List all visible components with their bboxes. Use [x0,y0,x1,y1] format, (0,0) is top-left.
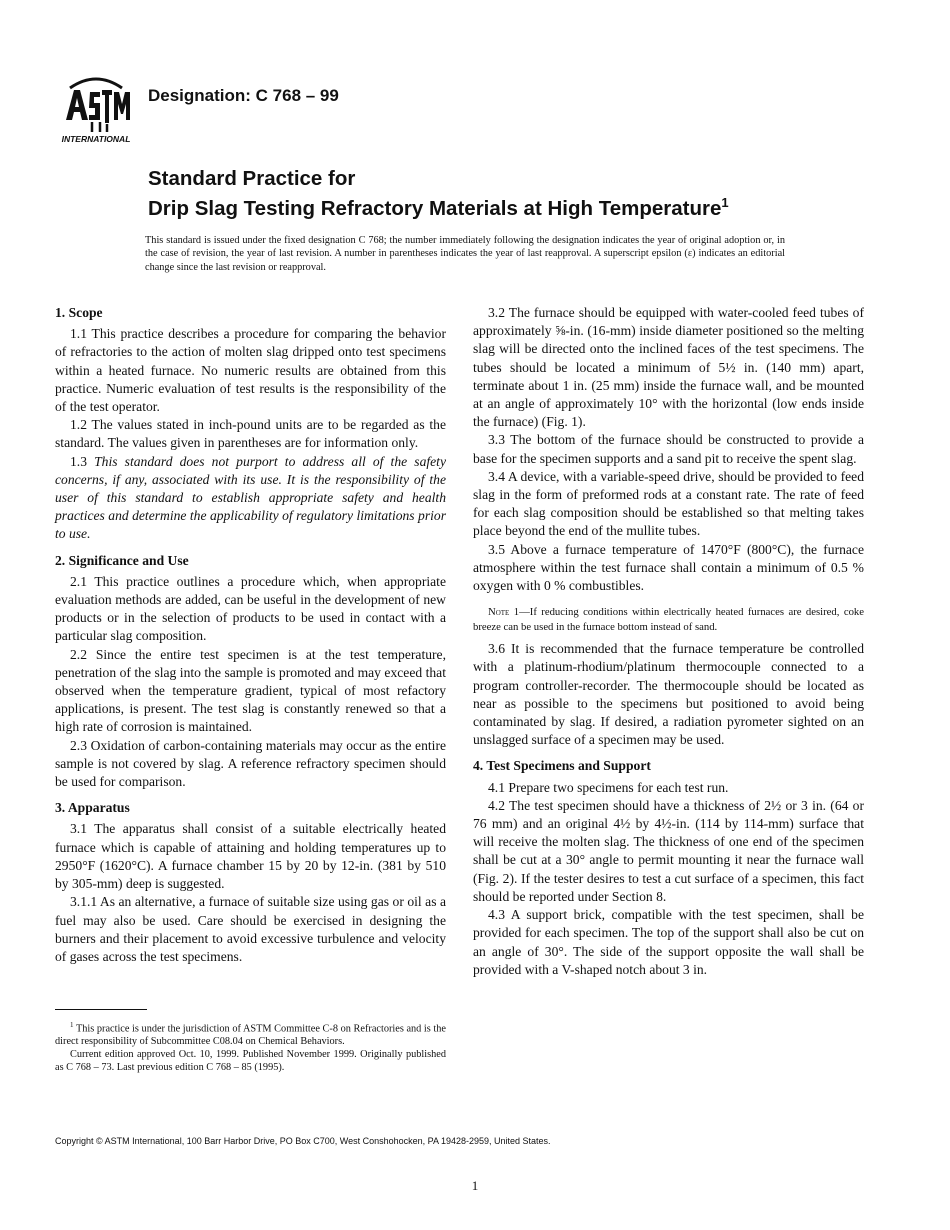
para-2-1: 2.1 This practice outlines a procedure which, when appropriate evaluation methods are added, can be useful in the development of new products or in the selection of products to be used in contact with a particular slag composition. [55,573,446,644]
footnote-divider [55,1009,147,1010]
footnotes [55,1019,446,1074]
para-3-4: 3.4 A device, with a variable-speed drive, should be provided to feed slag in the form of preformed rods at a constant rate. The rate of feed for each slag composition should be established so that melting takes place beyond the end of the mullite tubes. [473,468,864,539]
note-1: Note 1—If reducing conditions within electrically heated furnaces are desired, coke breeze can be used in the furnace bottom instead of sand. [473,606,864,633]
para-3-5: 3.5 Above a furnace temperature of 1470°F (800°C), the furnace atmosphere within the test furnace shall contain a minimum of 0.5 % oxygen with 0 % combustibles. [473,541,864,594]
section-1-heading: 1. Scope [55,305,103,320]
para-3-2: 3.2 The furnace should be equipped with water-cooled feed tubes of approximately ⅝-in. (16-mm) inside diameter positioned so the melting slag will be directed onto the inclined faces of the test specimens. The tubes should be located a minimum of 5½ in. (140 mm) apart, terminate about 1 in. (25 mm) inside the furnace wall, and be mounted at an angle of approximately 10° with the horizontal (low ends inside the furnace) (Fig. 1). [473,305,864,430]
preamble: This standard is issued under the fixed designation C 768; the number immediately following the designation indicates the year of original adoption or, in the case of revision, the year of last revision. A number in parentheses indicates the year of last reapproval. A superscript epsilon (ε) indicates an editorial change since the last revision or reapproval. [145,235,785,273]
left-column [55,304,446,966]
para-3-6: 3.6 It is recommended that the furnace temperature be controlled with a platinum-rhodium/platinum thermocouple connected to a program controller-recorder. The thermocouple should be located as near as possible to the specimens but positioned to avoid being contaminated by slag. If desired, a radiation pyrometer sighted on an unslagged surface of a specimen may be used. [473,641,864,748]
para-4-2: 4.2 The test specimen should have a thickness of 2½ or 3 in. (64 or 76 mm) and an original 4½ by 4½-in. (114 by 114-mm) surface that will receive the molten slag. The thickness of one end of the specimen shall be cut at a 30° angle to permit mounting it near the furnace wall (Fig. 2). If the tester desires to test a cut surface of a specimen, this fact should be reported under Section 8. [473,797,864,904]
para-3-1-1: 3.1.1 As an alternative, a furnace of suitable size using gas or oil as a fuel may also be used. Care should be exercised in designing the burners and their placement to avoid excessive turbulence and velocity of gases across the test specimens. [55,894,446,964]
para-4-3: 4.3 A support brick, compatible with the test specimen, shall be provided for each specimen. The top of the support shall also be cut on an angle of 30°. The side of the support opposite the wall shall be provided with a V-shaped notch about 3 in. [473,907,864,977]
section-4-heading: 4. Test Specimens and Support [473,758,651,774]
title-footnote-ref: 1 [721,195,729,210]
title-line-1: Standard Practice for [148,167,356,190]
section-2-heading: 2. Significance and Use [55,552,189,568]
document-title [148,167,729,221]
para-2-2: 2.2 Since the entire test specimen is at the test temperature, penetration of the slag into the sample is promoted and may exceed that observed when the temperature gradient, typical of most refactory applications, is present. The test slag is constantly renewed so that a high rate of corrosion is maintained. [55,646,446,735]
para-1-2: 1.2 The values stated in inch-pound units are to be regarded as the standard. The values given in parentheses are for information only. [55,417,446,451]
para-1-1: 1.1 This practice describes a procedure for comparing the behavior of refractories to the action of molten slag dripped onto test specimens within a heated furnace. No numeric results are obtained from this practice. Numeric evaluation of test results is the responsibility of the of the test operator. [55,326,446,415]
designation: Designation: C 768 – 99 [148,86,339,105]
page-number: 1 [471,1178,479,1193]
footnote-1: $^1$ This practice is under the jurisdiction of ASTM Committee C-8 on Refractories and is the direct responsibility of Subcommittee C08.04 on Chemical Behaviors. [55,1021,447,1048]
title-line-2: Drip Slag Testing Refractory Materials at High Temperature$^1$ [148,195,729,220]
copyright: Copyright © ASTM International, 100 Barr Harbor Drive, PO Box C700, West Conshohocken, PA 19428-2959, United States. [55,1136,551,1146]
para-3-1: 3.1 The apparatus shall consist of a suitable electrically heated furnace which is capable of attaining and holding temperatures up to 2950°F (1620°C). A furnace chamber 15 by 20 by 12-in. (381 by 510 by 305-mm) deep is suggested. [55,821,446,892]
para-1-3: 1.3 This standard does not purport to address all of the safety concerns, if any, associated with its use. It is the responsibility of the user of this standard to establish appropriate safety and health practices and determine the applicability of regulatory limitations prior to use. [55,453,446,542]
para-2-3: 2.3 Oxidation of carbon-containing materials may occur as the entire sample is not covered by slag. A reference refractory specimen should be used for comparison. [55,737,446,790]
para-3-3: 3.3 The bottom of the furnace should be constructed to provide a base for the specimen supports and a sand pit to receive the spent slag. [473,432,864,466]
footnote-1-edition: Current edition approved Oct. 10, 1999. Published November 1999. Originally published as C 768 – 73. Last previous edition C 768 – 85 (1995). [55,1049,446,1074]
para-4-1: 4.1 Prepare two specimens for each test run. [488,779,729,795]
astm-logo [56,76,136,144]
logo-subtext: INTERNATIONAL [61,134,131,144]
right-column [473,304,864,979]
section-3-heading: 3. Apparatus [55,800,130,816]
